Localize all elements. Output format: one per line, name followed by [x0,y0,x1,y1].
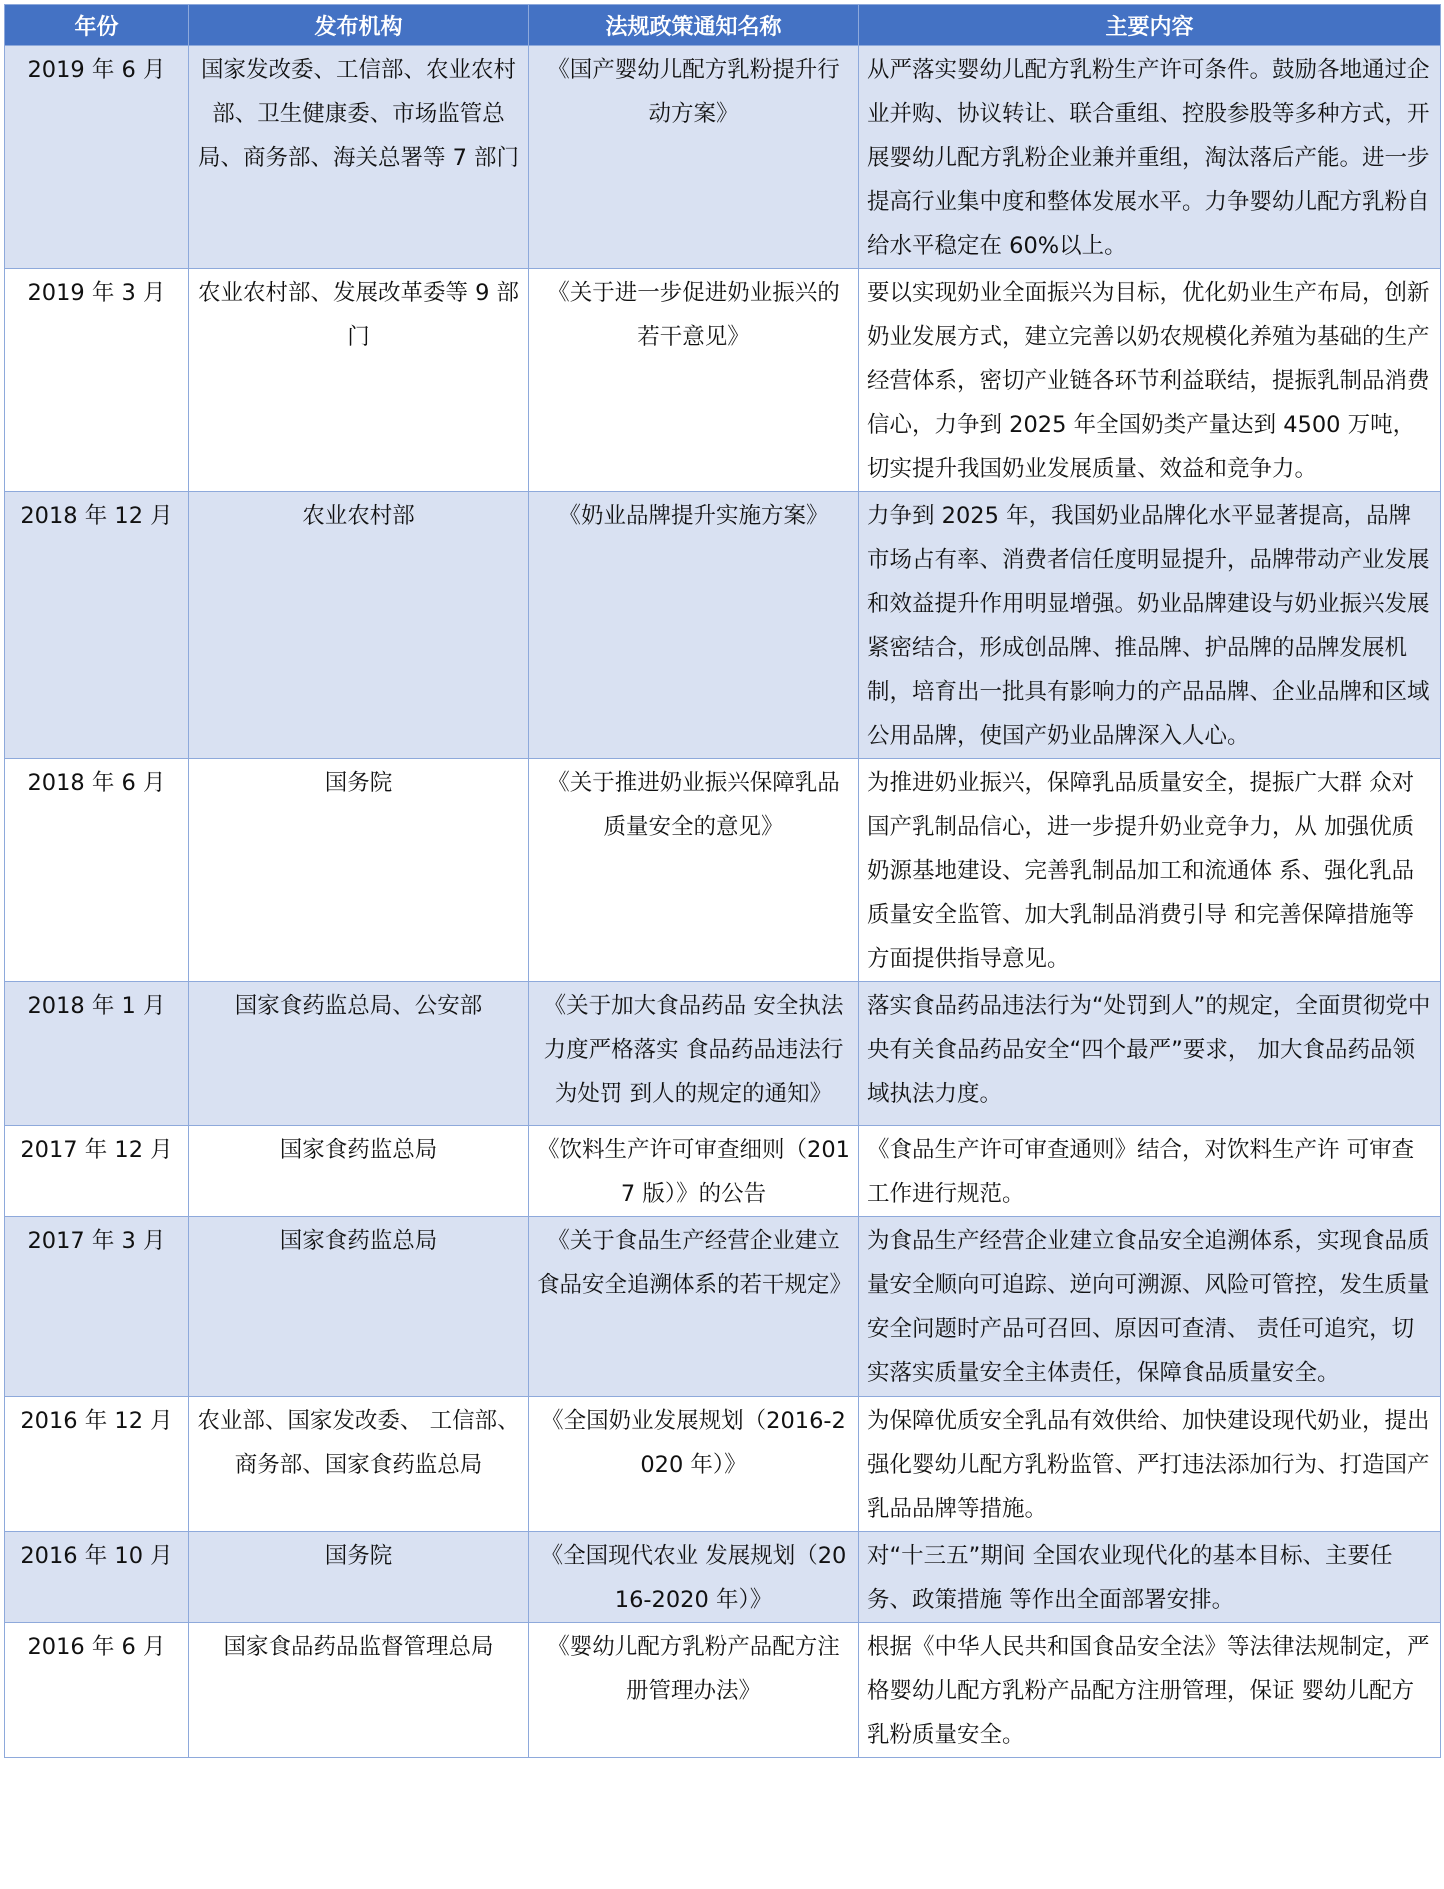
cell-year: 2019 年 6 月 [5,46,189,269]
policy-table [4,4,1441,1758]
header-content: 主要内容 [859,5,1441,46]
table-row [5,46,1441,269]
cell-year: 2016 年 12 月 [5,1397,189,1532]
cell-org: 国家食品药品监督管理总局 [189,1623,529,1758]
cell-org: 国家食药监总局 [189,1126,529,1217]
cell-year: 2017 年 12 月 [5,1126,189,1217]
cell-content: 为食品生产经营企业建立食品安全追溯体系，实现食品质量安全顺向可追踪、逆向可溯源、风险可管控，发生质量安全问题时产品可召回、原因可查清、 责任可追究，切实落实质量安全主体责任，保障食品质量安全。 [859,1217,1441,1397]
cell-policy-name: 《全国奶业发展规划（2016-2020 年）》 [529,1397,859,1532]
cell-policy-name: 《饮料生产许可审查细则（2017 版）》的公告 [529,1126,859,1217]
cell-year: 2017 年 3 月 [5,1217,189,1397]
table-row [5,1532,1441,1623]
cell-org: 国家食药监总局、公安部 [189,982,529,1126]
header-year: 年份 [5,5,189,46]
cell-org: 农业部、国家发改委、 工信部、商务部、国家食药监总局 [189,1397,529,1532]
cell-policy-name: 《国产婴幼儿配方乳粉提升行动方案》 [529,46,859,269]
cell-year: 2018 年 1 月 [5,982,189,1126]
cell-year: 2016 年 6 月 [5,1623,189,1758]
cell-org: 农业农村部、发展改革委等 9 部门 [189,269,529,492]
table-row [5,1623,1441,1758]
cell-org: 国务院 [189,1532,529,1623]
cell-content: 力争到 2025 年，我国奶业品牌化水平显著提高，品牌市场占有率、消费者信任度明显提升，品牌带动产业发展和效益提升作用明显增强。奶业品牌建设与奶业振兴发展紧密结合，形成创品牌、推品牌、护品牌的品牌发展机制，培育出一批具有影响力的产品品牌、企业品牌和区域公用品牌，使国产奶业品牌深入人心。 [859,492,1441,759]
cell-content: 对“十三五”期间 全国农业现代化的基本目标、主要任务、政策措施 等作出全面部署安排。 [859,1532,1441,1623]
cell-year: 2019 年 3 月 [5,269,189,492]
cell-year: 2018 年 6 月 [5,759,189,982]
cell-org: 国家食药监总局 [189,1217,529,1397]
cell-policy-name: 《关于食品生产经营企业建立食品安全追溯体系的若干规定》 [529,1217,859,1397]
cell-content: 从严落实婴幼儿配方乳粉生产许可条件。鼓励各地通过企业并购、协议转让、联合重组、控股参股等多种方式，开展婴幼儿配方乳粉企业兼并重组，淘汰落后产能。进一步提高行业集中度和整体发展水平。力争婴幼儿配方乳粉自给水平稳定在 60%以上。 [859,46,1441,269]
table-row [5,1397,1441,1532]
cell-content: 根据《中华人民共和国食品安全法》等法律法规制定，严格婴幼儿配方乳粉产品配方注册管理，保证 婴幼儿配方乳粉质量安全。 [859,1623,1441,1758]
cell-policy-name: 《关于进一步促进奶业振兴的若干意见》 [529,269,859,492]
cell-content: 为推进奶业振兴，保障乳品质量安全，提振广大群 众对国产乳制品信心，进一步提升奶业竞争力，从 加强优质奶源基地建设、完善乳制品加工和流通体 系、强化乳品质量安全监管、加大乳制品消费引导 和完善保障措施等方面提供指导意见。 [859,759,1441,982]
cell-content: 为保障优质安全乳品有效供给、加快建设现代奶业，提出强化婴幼儿配方乳粉监管、严打违法添加行为、打造国产乳品品牌等措施。 [859,1397,1441,1532]
cell-org: 国家发改委、工信部、农业农村部、卫生健康委、市场监管总局、商务部、海关总署等 7 部门 [189,46,529,269]
table-row [5,492,1441,759]
table-row [5,1217,1441,1397]
cell-policy-name: 《婴幼儿配方乳粉产品配方注册管理办法》 [529,1623,859,1758]
cell-policy-name: 《全国现代农业 发展规划（2016-2020 年）》 [529,1532,859,1623]
header-policy-name: 法规政策通知名称 [529,5,859,46]
cell-policy-name: 《关于推进奶业振兴保障乳品质量安全的意见》 [529,759,859,982]
cell-content: 《食品生产许可审查通则》结合，对饮料生产许 可审查工作进行规范。 [859,1126,1441,1217]
cell-year: 2016 年 10 月 [5,1532,189,1623]
table-header-row [5,5,1441,46]
header-org: 发布机构 [189,5,529,46]
table-row [5,759,1441,982]
cell-year: 2018 年 12 月 [5,492,189,759]
cell-org: 国务院 [189,759,529,982]
cell-content: 要以实现奶业全面振兴为目标，优化奶业生产布局，创新奶业发展方式，建立完善以奶农规模化养殖为基础的生产经营体系，密切产业链各环节利益联结，提振乳制品消费信心，力争到 2025 年全国奶类产量达到 4500 万吨，切实提升我国奶业发展质量、效益和竞争力。 [859,269,1441,492]
cell-policy-name: 《奶业品牌提升实施方案》 [529,492,859,759]
table-row [5,982,1441,1126]
table-row [5,1126,1441,1217]
cell-policy-name: 《关于加大食品药品 安全执法力度严格落实 食品药品违法行为处罚 到人的规定的通知》 [529,982,859,1126]
cell-content: 落实食品药品违法行为“处罚到人”的规定，全面贯彻党中央有关食品药品安全“四个最严”要求， 加大食品药品领域执法力度。 [859,982,1441,1126]
cell-org: 农业农村部 [189,492,529,759]
table-row [5,269,1441,492]
